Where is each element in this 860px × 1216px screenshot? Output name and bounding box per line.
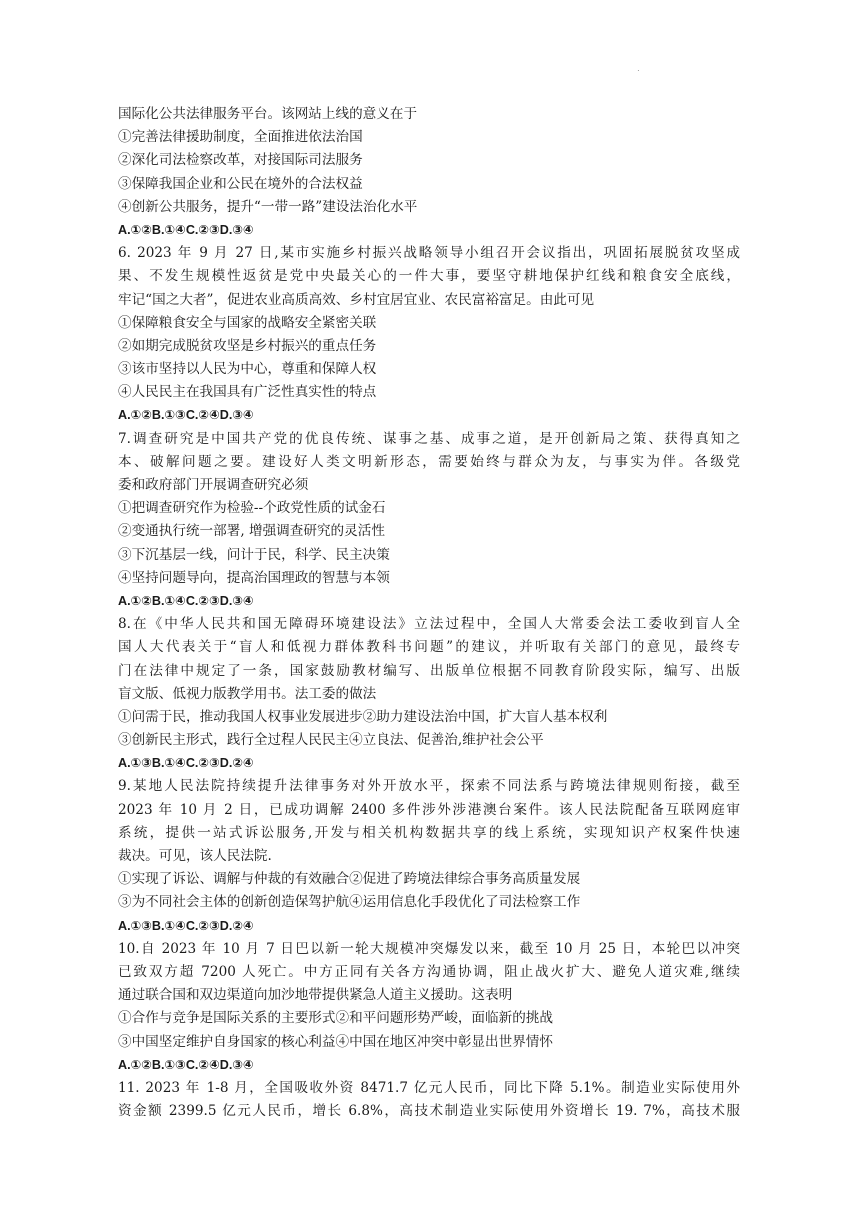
text-line: 8.在《中华人民共和国无障碍环境建设法》立法过程中，全国人大常委会法工委收到盲人全 <box>118 616 740 633</box>
text-line: ③中国坚定维护自身国家的核心利益④中国在地区冲突中彰显出世界情怀 <box>118 1033 553 1050</box>
answer-options: A.①②B.①④C.②③D.③④ <box>118 222 254 237</box>
answer-options: A.①③B.①④C.②③D.②④ <box>118 918 254 933</box>
text-line: 门在法律中规定了一条，国家鼓励教材编写、出版单位根据不同教育阶段实际，编写、出版 <box>118 662 740 679</box>
text-line: ①合作与竞争是国际关系的主要形式②和平问题形势严峻，面临新的挑战 <box>118 1010 553 1027</box>
text-line: 10.自 2023 年 10 月 7 日巴以新一轮大规模冲突爆发以来，截至 10 月 25 日，本轮巴以冲突 <box>118 940 740 957</box>
text-line: ④坚持问题导向，提高治国理政的智慧与本领 <box>118 569 390 586</box>
text-line: ①把调查研究作为检验-‐个政党性质的试金石 <box>118 500 386 517</box>
text-line: ③保障我国企业和公民在境外的合法权益 <box>118 175 363 192</box>
text-line: ④创新公共服务，提升“一带一路”建设法治化水平 <box>118 198 418 215</box>
text-line: 本、破解问题之要。建设好人类文明新形态，需要始终与群众为友，与事实为伴。各级党 <box>118 453 740 470</box>
text-line: ②变通执行统一部署, 增强调查研究的灵活性 <box>118 523 385 540</box>
text-line: ①实现了诉讼、调解与仲裁的有效融合②促进了跨境法律综合事务高质量发展 <box>118 871 581 888</box>
question-text <box>118 103 740 1123</box>
text-line: 委和政府部门开展调查研究必须 <box>118 477 309 493</box>
text-line: ③该市坚持以人民为中心，尊重和保障人权 <box>118 361 377 378</box>
text-line: 9.某地人民法院持续提升法律事务对外开放水平，探索不同法系与跨境法律规则衔接，截至 <box>118 778 740 795</box>
text-line: ③下沉基层一线，问计于民，科学、民主决策 <box>118 546 390 563</box>
text-line: 6. 2023 年 9 月 27 日,某市实施乡村振兴战略领导小组召开会议指出，巩固拓展脱贫攻坚成 <box>118 245 740 262</box>
text-line: 果、不发生规模性返贫是党中央最关心的一件大事，要坚守耕地保护红线和粮食安全底线， <box>118 268 740 285</box>
text-line: 通过联合国和双边渠道向加沙地带提供紧急人道主义援助。这表明 <box>118 987 513 1004</box>
text-line: ①保障粮食安全与国家的战略安全紧密关联 <box>118 314 377 331</box>
text-line: 国际化公共法律服务平台。该网站上线的意义在于 <box>118 106 418 122</box>
text-line: ②深化司法检察改革，对接国际司法服务 <box>118 152 363 169</box>
answer-options: A.①②B.①③C.②④D.③④ <box>118 408 254 423</box>
text-line: ①问需于民，推动我国人权事业发展进步②助力建设法治中国，扩大盲人基本权利 <box>118 708 608 725</box>
text-line: 牢记“国之大者”，促进农业高质高效、乡村宜居宜业、农民富裕富足。由此可见 <box>118 291 595 308</box>
answer-options: A.①②B.①③C.②④D.③④ <box>118 1057 254 1072</box>
text-line: ②如期完成脱贫攻坚是乡村振兴的重点任务 <box>118 337 377 354</box>
text-line: ③创新民主形式，践行全过程人民民主④立良法、促善治,维护社会公平 <box>118 732 544 749</box>
text-line: 盲文版、低视力版教学用书。法工委的做法 <box>118 685 377 702</box>
text-line: 2023 年 10 月 2 日，已成功调解 2400 多件涉外涉港澳台案件。该人民法院配备互联网庭审 <box>118 801 740 818</box>
text-line: 系统，提供一站式诉讼服务,开发与相关机构数据共享的线上系统，实现知识产权案件快速 <box>118 824 740 841</box>
text-line: 资金额 2399.5 亿元人民币，增长 6.8%，高技术制造业实际使用外资增长 19. 7%，高技术服 <box>118 1103 740 1120</box>
answer-options: A.①③B.①④C.②③D.②④ <box>118 756 254 771</box>
text-line: 国人大代表关于“盲人和低视力群体教科书问题”的建议，并听取有关部门的意见，最终专 <box>118 639 740 656</box>
text-line: ④人民民主在我国具有广泛性真实性的特点 <box>118 384 377 401</box>
text-line: 11. 2023 年 1-8 月，全国吸收外资 8471.7 亿元人民币，同比下降 5.1%。制造业实际使用外 <box>118 1079 740 1096</box>
page-mark: · <box>637 66 640 75</box>
text-line: 7.调查研究是中国共产党的优良传统、谋事之基、成事之道，是开创新局之策、获得真知之 <box>118 430 740 447</box>
text-line: 已致双方超 7200 人死亡。中方正同有关各方沟通协调，阻止战火扩大、避免人道灾难,继续 <box>118 963 740 980</box>
answer-options: A.①②B.①④C.②③D.③④ <box>118 593 254 608</box>
text-line: 裁决。可见，该人民法院. <box>118 848 272 864</box>
text-line: ③为不同社会主体的创新创造保驾护航④运用信息化手段优化了司法检察工作 <box>118 894 581 911</box>
text-line: ①完善法律援助制度，全面推进依法治国 <box>118 129 363 146</box>
